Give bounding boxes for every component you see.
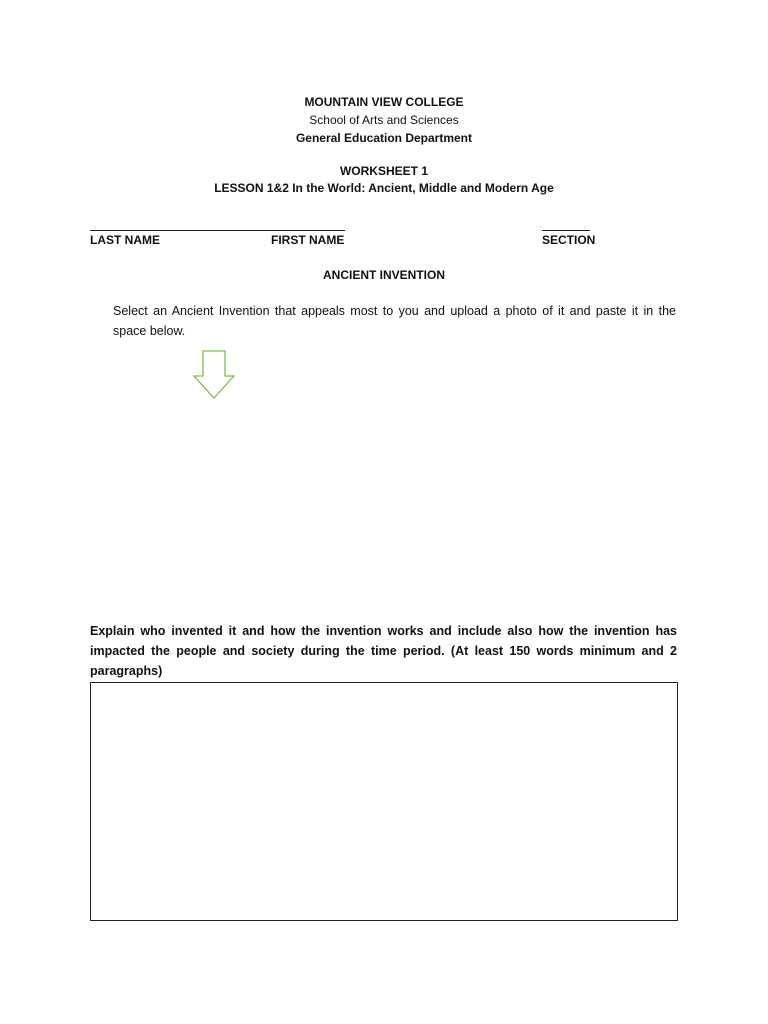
name-underline[interactable]: [90, 230, 345, 231]
photo-paste-area[interactable]: [90, 410, 676, 610]
first-name-label: FIRST NAME: [271, 233, 345, 247]
worksheet-title: WORKSHEET 1: [339, 164, 428, 178]
section-underline[interactable]: [542, 230, 590, 231]
explain-prompt: Explain who invented it and how the invention works and include also how the invention has impacted the people and society during the time period. (At least 150 words minimum and 2 paragraphs): [90, 624, 677, 678]
college-name: MOUNTAIN VIEW COLLEGE: [304, 95, 464, 109]
answer-box[interactable]: [90, 682, 678, 921]
section-label: SECTION: [542, 233, 596, 247]
school-name: School of Arts and Sciences: [309, 113, 459, 127]
lesson-title: LESSON 1&2 In the World: Ancient, Middle and Modern Age: [214, 181, 554, 195]
down-arrow-icon: [192, 350, 236, 405]
section-title: ANCIENT INVENTION: [322, 268, 445, 282]
department-name: General Education Department: [295, 131, 473, 145]
instruction-text: Select an Ancient Invention that appeals most to you and upload a photo of it and paste it in the space below.: [113, 304, 676, 338]
last-name-label: LAST NAME: [90, 233, 160, 247]
